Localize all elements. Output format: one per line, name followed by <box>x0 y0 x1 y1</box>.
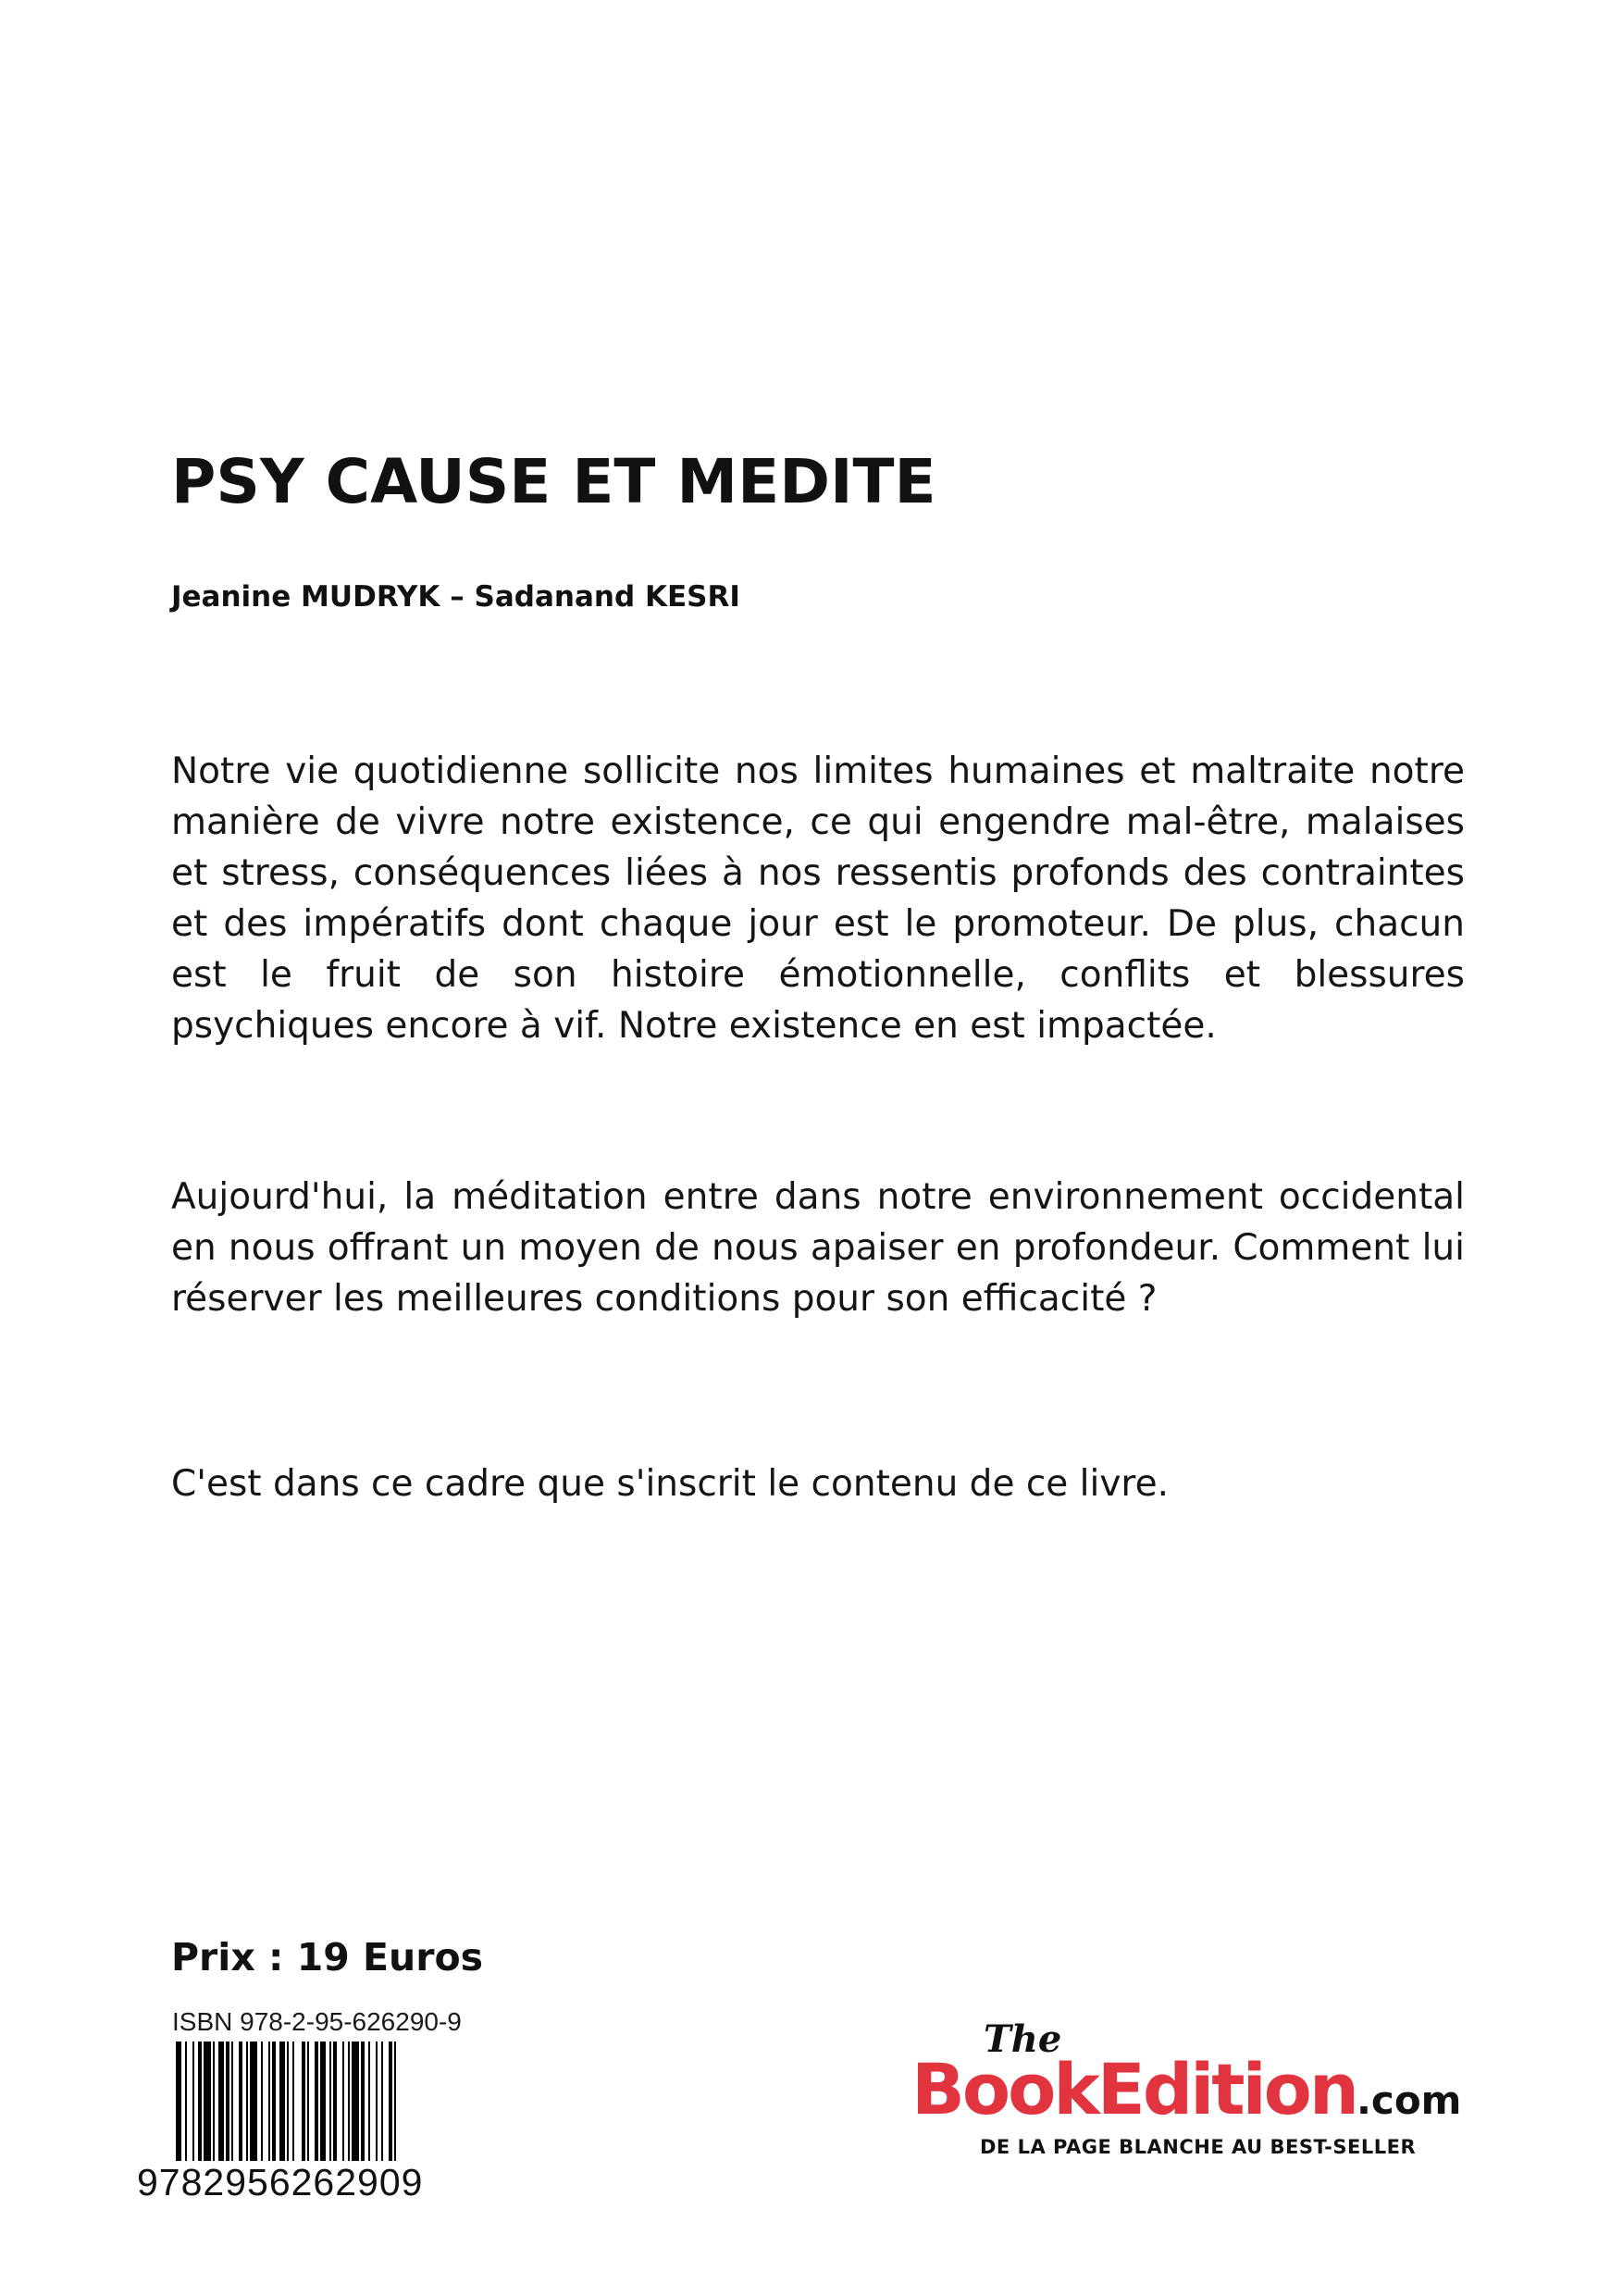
price-label: Prix : 19 Euros <box>171 1935 484 1980</box>
barcode-digits: 9782956262909 <box>137 2161 424 2203</box>
publisher-tagline: DE LA PAGE BLANCHE AU BEST-SELLER <box>980 2136 1417 2158</box>
blurb-paragraph-2: Aujourd'hui, la méditation entre dans notre environnement occidental en nous offrant un moyen de nous apaiser en profondeur. Comment lui réserver les meilleures conditions pour son efficacité ? <box>171 1176 1465 1320</box>
publisher-logo <box>911 2016 1504 2164</box>
publisher-logo-name: BookEdition <box>911 2048 1357 2130</box>
book-title: PSY CAUSE ET MEDITE <box>171 446 936 517</box>
publisher-logo-the: The <box>984 2017 1062 2061</box>
publisher-logo-wordmark <box>911 2048 1462 2130</box>
book-authors: Jeanine MUDRYK – Sadanand KESRI <box>171 580 740 614</box>
blurb-paragraph-3: C'est dans ce cadre que s'inscrit le contenu de ce livre. <box>171 1463 1169 1505</box>
blurb-paragraph-1: Notre vie quotidienne sollicite nos limites humaines et maltraite notre manière de vivre notre existence, ce qui engendre mal-être, malaises et stress, conséquences liées à nos ressentis profonds des contraintes et des impératifs dont chaque jour est le promoteur. De plus, chacun est le fruit de son histoire émotionnelle, conflits et blessures psychiques encore à vif. Notre existence en est impactée. <box>171 751 1465 1047</box>
isbn-label: ISBN 978-2-95-626290-9 <box>172 2007 462 2036</box>
publisher-logo-domain: .com <box>1356 2078 1462 2123</box>
